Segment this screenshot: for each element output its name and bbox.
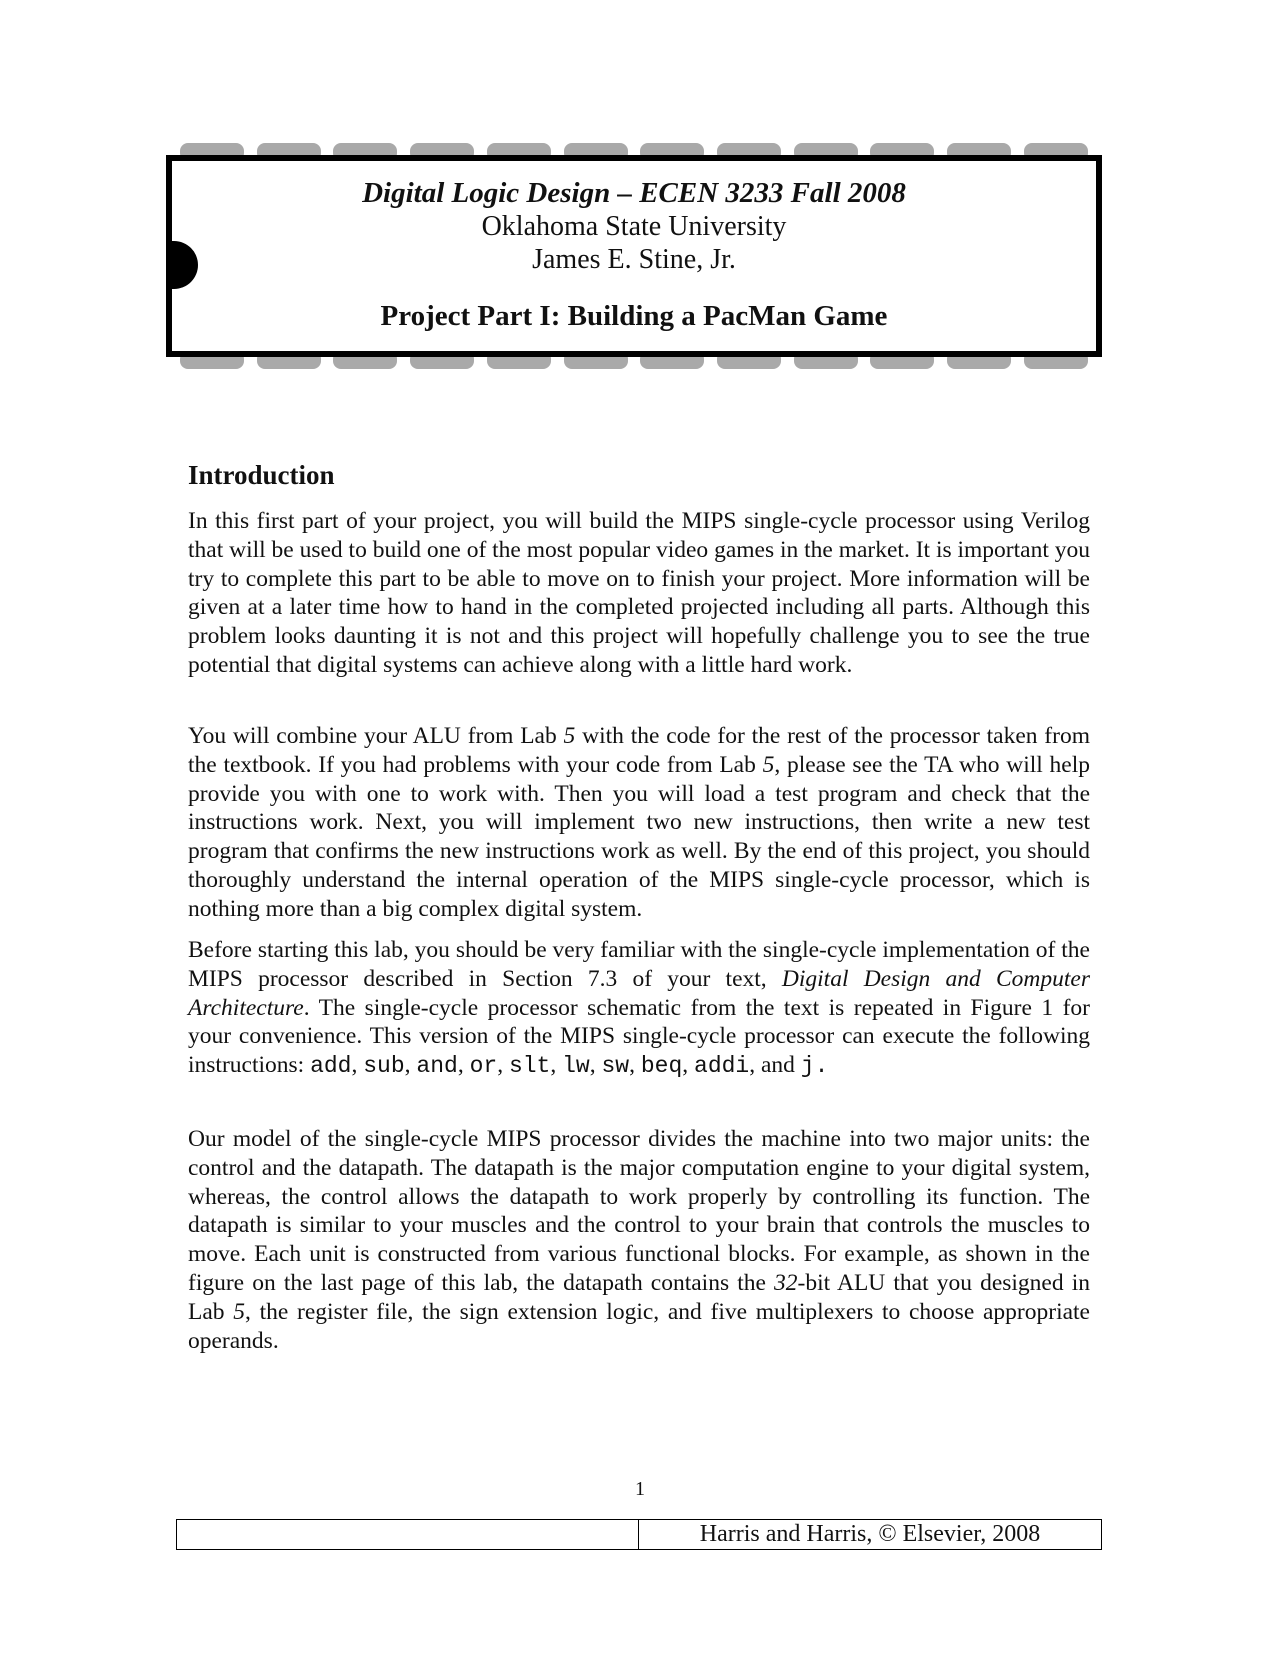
author-name: James E. Stine, Jr.	[532, 244, 736, 275]
title-box	[166, 155, 1102, 357]
section-heading: Introduction	[188, 460, 335, 490]
instr-sw: sw	[601, 1053, 630, 1080]
text-run: Our model of the single-cycle MIPS processor divides the machine into two major units: the control and the datapath. The datapath is the major computation engine to your digital system, whereas, the control allows the datapath to work properly by controlling its function. The datapath is similar to your muscles and the control to your brain that controls the muscles to move. Each unit is constructed from various functional blocks. For example, as shown in the figure on the last page of this lab, the datapath contains the	[188, 1126, 1090, 1296]
lab-number: 5	[563, 723, 576, 749]
sentence-end: .	[814, 1053, 829, 1080]
paragraph-intro: In this first part of your project, you will build the MIPS single-cycle processor using Verilog that will be used to build one of the most popular video games in the market. It is important you try to complete this part to be able to move on to finish your project. More information will be given at a later time how to hand in the completed projected including all parts. Although this problem looks daunting it is not and this project will hopefully challenge you to see the true potential that digital systems can achieve along with a little hard work.	[188, 508, 1090, 678]
instr-sub: sub	[363, 1053, 405, 1080]
instr-lw: lw	[562, 1053, 590, 1080]
paragraph-model	[188, 1125, 1090, 1355]
course-title: Digital Logic Design – ECEN 3233 Fall 2008	[362, 177, 906, 209]
text-run: . The single-cycle processor schematic from the text is repeated in Figure 1 for your convenience. This version of the MIPS single-cycle processor can execute the following instructions:	[188, 994, 1090, 1079]
and-word: and	[755, 1052, 801, 1079]
title-chip-graphic	[166, 143, 1102, 369]
separator: ,	[404, 1052, 417, 1079]
separator: ,	[629, 1052, 641, 1079]
text-run: , please see the TA who will help provide you with one to work with. Then you will load a test program and check that the instructions work. Next, you will implement two new instructions, then write a new test program that confirms the new instructions work as well. By the end of this project, you should thoroughly understand the internal operation of the MIPS single-cycle processor, which is nothing more than a big complex digital system.	[188, 751, 1090, 922]
bit-width: 32	[774, 1269, 798, 1296]
text-run: with the code for the rest of the processor taken from the textbook. If you had problems with your code from Lab	[188, 723, 1090, 778]
instr-j: j	[800, 1053, 815, 1080]
separator: ,	[550, 1052, 563, 1079]
instr-slt: slt	[508, 1053, 551, 1080]
project-title: Project Part I: Building a PacMan Game	[380, 300, 888, 332]
footer-left-cell	[177, 1520, 639, 1550]
university-name: Oklahoma State University	[481, 211, 787, 242]
separator: ,	[497, 1052, 509, 1079]
paragraph-alu	[188, 722, 1090, 924]
separator: ,	[457, 1052, 470, 1079]
instr-or: or	[469, 1053, 498, 1080]
lab-number: 5	[762, 751, 775, 778]
instr-beq: beq	[640, 1053, 683, 1080]
text-run: , the register file, the sign extension logic, and five multiplexers to choose appropriate operands.	[188, 1298, 1090, 1354]
book-title: Digital Design and Computer Architecture	[188, 965, 1090, 1021]
footer-credit: Harris and Harris, © Elsevier, 2008	[639, 1520, 1102, 1550]
separator: ,	[351, 1052, 364, 1079]
instr-addi: addi	[694, 1053, 750, 1080]
text-run: You will combine your ALU from Lab	[188, 723, 564, 749]
page-number: 1	[635, 1478, 645, 1500]
lab-number: 5	[233, 1298, 246, 1325]
paragraph-prereq: Before starting this lab, you should be very familiar with the single-cycle implementation of the MIPS processor described in Section 7.3 of your text, Digital Design and Computer Architecture. The single-cycle processor schematic from the text is repeated in Figure 1 for your convenience. This version of the MIPS single-cycle processor can execute the following instructions: add, sub, and, or, slt, lw, sw, beq, addi, and j.	[188, 937, 1090, 1080]
text-run: Before starting this lab, you should be very familiar with the single-cycle implementation of the MIPS processor described in Section 7.3 of your text,	[188, 937, 1090, 992]
instr-and: and	[416, 1053, 458, 1080]
instr-add: add	[310, 1053, 352, 1080]
separator: ,	[589, 1052, 602, 1079]
separator: ,	[682, 1052, 695, 1079]
footer-table	[176, 1519, 1102, 1550]
text-run: -bit ALU that you designed in Lab	[188, 1269, 1090, 1325]
